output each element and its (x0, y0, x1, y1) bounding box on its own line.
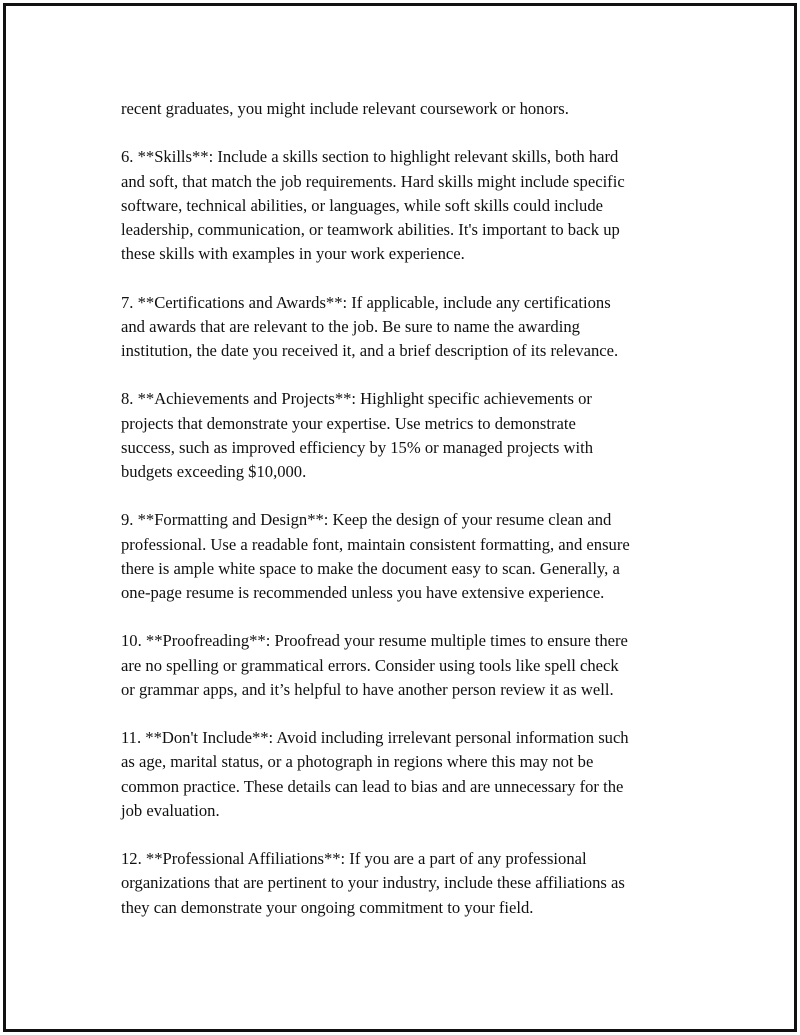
paragraph-affiliations: 12. **Professional Affiliations**: If you are a part of any professional organizations that are pertinent to your industry, include these affiliations as they can demonstrate your ongoing commitment to your field. (121, 849, 625, 917)
document-body (121, 97, 701, 944)
paragraph-certifications: 7. **Certifications and Awards**: If applicable, include any certifications and awards that are relevant to the job. Be sure to name the awarding institution, the date you received it, and a brief description of its relevance. (121, 292, 619, 360)
paragraph-proofreading: 10. **Proofreading**: Proofread your resume multiple times to ensure there are no spelling or grammatical errors. Consider using tools like spell check or grammar apps, and it’s helpful to have another person review it as well. (121, 631, 628, 699)
page-frame (3, 3, 797, 1032)
paragraph-skills: 6. **Skills**: Include a skills section to highlight relevant skills, both hard and soft, that match the job requirements. Hard skills might include specific software, technical abilities, or languages, while soft skills could include leadership, communication, or teamwork abilities. It's important to back up these skills with examples in your work experience. (121, 147, 625, 264)
paragraph-achievements: 8. **Achievements and Projects**: Highlight specific achievements or projects that demonstrate your expertise. Use metrics to demonstrate success, such as improved efficiency by 15% or managed projects with budgets exceeding $10,000. (121, 389, 594, 481)
paragraph-coursework: recent graduates, you might include relevant coursework or honors. (121, 99, 569, 118)
paragraph-formatting: 9. **Formatting and Design**: Keep the design of your resume clean and professional. Use a readable font, maintain consistent formatting, and ensure there is ample white space to make the document easy to scan. Generally, a one-page resume is recommended unless you have extensive experience. (121, 510, 630, 602)
paragraph-dont-include: 11. **Don't Include**: Avoid including irrelevant personal information such as age, marital status, or a photograph in regions where this may not be common practice. These details can lead to bias and are unnecessary for the job evaluation. (121, 728, 629, 820)
